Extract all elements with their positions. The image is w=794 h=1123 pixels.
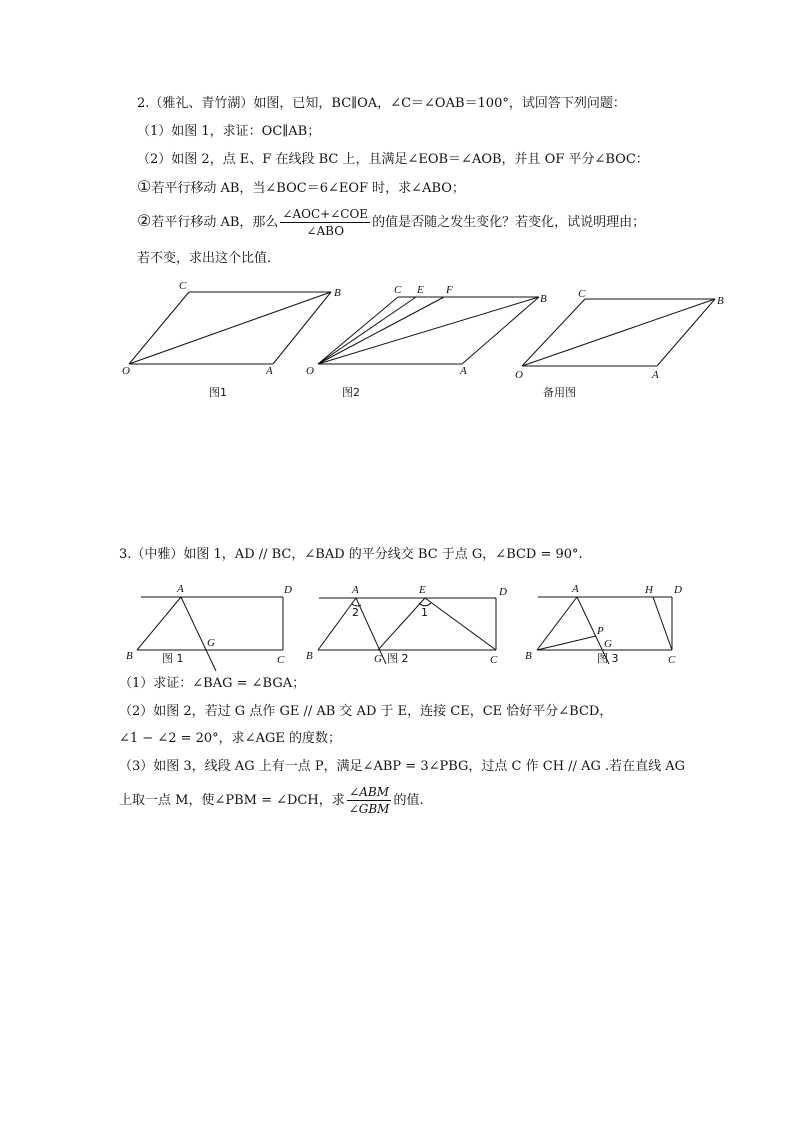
fig3-2-label-E: E [419, 584, 426, 596]
fig3-2-caption: 图 2 [387, 652, 409, 665]
fig3-label-O: O [515, 369, 523, 381]
p2-title: 2.（雅礼、青竹湖）如图，已知，BC∥OA，∠C＝∠OAB＝100°，试回答下列问题： [137, 96, 626, 111]
p3-q2a: （2）如图 2，若过 G 点作 GE // AB 交 AD 于 E，连接 CE，CE 恰好平分∠BCD， [119, 704, 613, 719]
p3-title: 3.（中雅）如图 1，AD // BC，∠BAD 的平分线交 BC 于点 G，∠BCD = 90°. [119, 547, 583, 562]
fig2-label-A: A [460, 365, 467, 377]
fig3-3-label-P: P [597, 625, 604, 637]
fig3-3-label-A: A [572, 583, 579, 595]
fig3-1-label-B: B [126, 650, 133, 662]
p2-q2c: 若不变，求出这个比值． [137, 251, 281, 266]
fig3-2-label-B: B [306, 650, 313, 662]
fig3-caption: 备用图 [543, 386, 576, 399]
fig2-label-F: F [446, 284, 453, 296]
fig1-label-B: B [334, 287, 341, 299]
fig2-label-B: B [540, 293, 547, 305]
fig3-2-label-G: G [374, 653, 382, 665]
p3-q2b: ∠1 − ∠2 = 20°，求∠AGE 的度数； [119, 731, 341, 746]
p2-q2b-pre: 若平行移动 AB，那么 [151, 215, 279, 230]
fig3-3-caption: 图 3 [597, 652, 619, 665]
circled-two: ② [137, 211, 152, 230]
fig3-2-label-A: A [352, 584, 359, 596]
fig3-3-label-C: C [668, 654, 676, 666]
p3-q3b-post: 的值. [393, 793, 424, 808]
fig3-3-label-H: H [645, 584, 653, 596]
p2-fraction-numerator: ∠AOC+∠COE [282, 207, 369, 221]
segment-CH [653, 597, 672, 650]
p2-fraction-denominator: ∠ABO [306, 224, 345, 238]
fig3-3-label-G: G [604, 638, 612, 650]
fig3-1-label-D: D [284, 584, 292, 596]
fig2-label-C: C [394, 284, 402, 296]
fig3-1-caption: 图 1 [162, 652, 184, 665]
p2-q2b-post: 的值是否随之发生变化？若变化，试说明理由； [372, 215, 646, 230]
fig3-3-label-B: B [525, 650, 532, 662]
fig3-2-angle-1: 1 [421, 606, 428, 619]
fig2-label-O: O [306, 365, 314, 377]
p3-fraction-denominator: ∠GBM [348, 802, 390, 816]
p3-q3b [119, 782, 424, 820]
fig1-label-A: A [266, 365, 273, 377]
p3-q1: （1）求证：∠BAG = ∠BGA； [119, 676, 306, 691]
p2-q2a-text: 若平行移动 AB，当∠BOC＝6∠EOF 时，求∠ABO； [151, 181, 465, 196]
fig3-label-C: C [578, 288, 586, 300]
fig2-caption: 图2 [342, 386, 360, 399]
p2-q1: （1）如图 1，求证：OC∥AB； [137, 124, 321, 139]
p3-fraction [347, 784, 392, 817]
fig1-label-O: O [122, 365, 130, 377]
fig3-3-label-D: D [674, 584, 682, 596]
circled-one: ① [137, 177, 152, 196]
fig2-label-E: E [417, 284, 424, 296]
p3-fraction-numerator: ∠ABM [347, 784, 392, 801]
fig1-label-C: C [179, 280, 187, 292]
fig3-label-B: B [717, 295, 724, 307]
p3-q3b-pre: 上取一点 M，使∠PBM = ∠DCH，求 [119, 793, 345, 808]
p2-q2: （2）如图 2，点 E、F 在线段 BC 上，且满足∠EOB＝∠AOB，并且 OF 平分∠BOC： [137, 152, 649, 167]
fig3-2-label-D: D [499, 586, 507, 598]
fig3-2-angle-2: 2 [352, 606, 359, 619]
p3-q3a: （3）如图 3，线段 AG 上有一点 P，满足∠ABP = 3∠PBG，过点 C 作 CH // AG .若在直线 AG [119, 759, 686, 774]
fig3-1-label-A: A [177, 583, 184, 595]
fig3-2-label-C: C [490, 654, 498, 666]
fig1-caption: 图1 [209, 386, 227, 399]
fig3-1-label-G: G [207, 637, 215, 649]
fig3-1-label-C: C [277, 654, 285, 666]
fig3-label-A: A [652, 369, 659, 381]
